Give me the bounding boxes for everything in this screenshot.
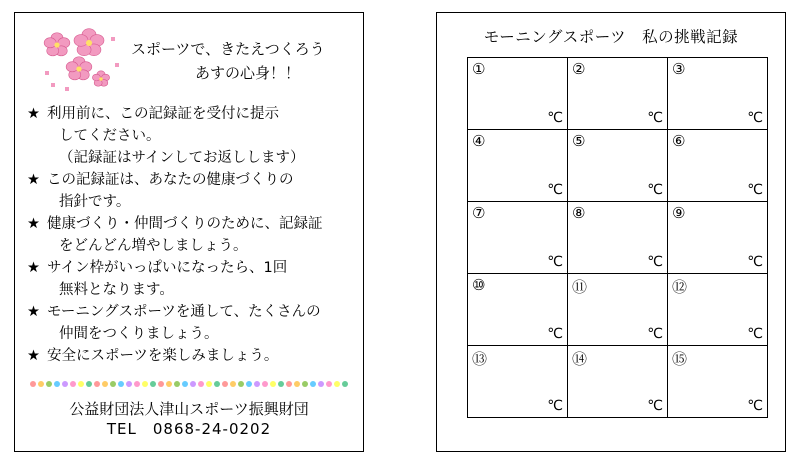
star-bullet-icon: ★: [27, 260, 40, 276]
cell-number: ⑪: [572, 278, 588, 296]
rule-text-line: 健康づくり・仲間づくりのために、記録証: [47, 216, 323, 232]
decorative-dot: [158, 381, 164, 387]
decorative-dot: [94, 381, 100, 387]
cell-number: ⑥: [672, 132, 686, 150]
decorative-dot: [318, 381, 324, 387]
decorative-dot: [150, 381, 156, 387]
cell-number: ④: [472, 132, 486, 150]
cell-number: ①: [472, 60, 486, 78]
decorative-dot-border: [29, 373, 353, 385]
rule-item: [27, 103, 357, 169]
cell-number: ⑩: [472, 276, 486, 294]
decorative-dot: [214, 381, 220, 387]
decorative-dot: [182, 381, 188, 387]
decorative-dot: [46, 381, 52, 387]
decorative-dot: [246, 381, 252, 387]
cell-number: ②: [572, 60, 586, 78]
decorative-dot: [206, 381, 212, 387]
record-cell[interactable]: [468, 346, 568, 418]
celsius-unit: ℃: [547, 398, 563, 414]
slogan-line-1: スポーツで、きたえつくろう: [131, 40, 325, 58]
record-cell[interactable]: [668, 130, 768, 202]
celsius-unit: ℃: [647, 182, 663, 198]
record-cell[interactable]: [568, 130, 668, 202]
decorative-dot: [278, 381, 284, 387]
rule-text-line: 無料となります。: [59, 282, 174, 298]
record-title: モーニングスポーツ 私の挑戦記録: [483, 28, 739, 46]
star-bullet-icon: ★: [27, 348, 40, 364]
decorative-dot: [326, 381, 332, 387]
decorative-dot: [126, 381, 132, 387]
celsius-unit: ℃: [547, 326, 563, 342]
cell-number: ⑬: [472, 350, 488, 368]
organization-info: [15, 399, 363, 439]
record-grid: [467, 57, 768, 418]
decorative-dot: [78, 381, 84, 387]
rule-text-line: 指針です。: [59, 194, 131, 210]
phone-number: TEL 0868-24-0202: [106, 420, 272, 438]
record-cell[interactable]: [468, 202, 568, 274]
rule-text-line: この記録証は、あなたの健康づくりの: [47, 172, 294, 188]
celsius-unit: ℃: [547, 110, 563, 126]
cherry-blossom-icon: [39, 27, 121, 93]
decorative-dot: [166, 381, 172, 387]
record-cell[interactable]: [668, 58, 768, 130]
record-cell[interactable]: [668, 346, 768, 418]
rule-text-line: してください。: [59, 128, 161, 144]
decorative-dot: [54, 381, 60, 387]
rules-list: [27, 103, 357, 367]
rule-item: [27, 257, 357, 301]
rule-item: [27, 169, 357, 213]
celsius-unit: ℃: [747, 326, 763, 342]
decorative-dot: [134, 381, 140, 387]
decorative-dot: [38, 381, 44, 387]
celsius-unit: ℃: [647, 254, 663, 270]
record-cell[interactable]: [668, 202, 768, 274]
decorative-dot: [230, 381, 236, 387]
rule-text-line: モーニングスポーツを通して、たくさんの: [47, 304, 321, 320]
rule-text-line: 安全にスポーツを楽しみましょう。: [47, 348, 279, 364]
decorative-dot: [294, 381, 300, 387]
star-bullet-icon: ★: [27, 304, 40, 320]
cell-number: ⑧: [572, 204, 586, 222]
decorative-dot: [102, 381, 108, 387]
decorative-dot: [222, 381, 228, 387]
record-cell[interactable]: [568, 202, 668, 274]
decorative-dot: [174, 381, 180, 387]
cell-number: ⑭: [572, 350, 588, 368]
record-cell[interactable]: [568, 274, 668, 346]
decorative-dot: [302, 381, 308, 387]
celsius-unit: ℃: [547, 254, 563, 270]
rule-item: [27, 301, 357, 345]
decorative-dot: [238, 381, 244, 387]
rule-item: [27, 213, 357, 257]
decorative-dot: [110, 381, 116, 387]
record-cell[interactable]: [568, 58, 668, 130]
decorative-dot: [270, 381, 276, 387]
decorative-dot: [254, 381, 260, 387]
decorative-dot: [30, 381, 36, 387]
record-cell[interactable]: [468, 58, 568, 130]
rule-text-line: 利用前に、この記録証を受付に提示: [47, 106, 279, 122]
cell-number: ⑤: [572, 132, 586, 150]
decorative-dot: [118, 381, 124, 387]
record-cell[interactable]: [668, 274, 768, 346]
celsius-unit: ℃: [747, 254, 763, 270]
decorative-dot: [198, 381, 204, 387]
celsius-unit: ℃: [747, 182, 763, 198]
decorative-dot: [62, 381, 68, 387]
decorative-dot: [262, 381, 268, 387]
celsius-unit: ℃: [647, 326, 663, 342]
organization-name: 公益財団法人津山スポーツ振興財団: [69, 400, 309, 418]
rule-text-line: サイン枠がいっぱいになったら、1回: [47, 260, 288, 276]
celsius-unit: ℃: [647, 398, 663, 414]
cell-number: ⑫: [672, 278, 688, 296]
info-card: [14, 12, 364, 452]
star-bullet-icon: ★: [27, 216, 40, 232]
cell-number: ⑨: [672, 204, 686, 222]
record-cell[interactable]: [468, 130, 568, 202]
decorative-dot: [142, 381, 148, 387]
decorative-dot: [86, 381, 92, 387]
celsius-unit: ℃: [647, 110, 663, 126]
rule-text-line: をどんどん増やしましょう。: [59, 238, 248, 254]
decorative-dot: [310, 381, 316, 387]
record-cell[interactable]: [568, 346, 668, 418]
record-card: [436, 12, 786, 452]
decorative-dot: [70, 381, 76, 387]
rule-text-line: （記録証はサインしてお返しします）: [59, 150, 305, 166]
rule-item: [27, 345, 357, 367]
celsius-unit: ℃: [547, 182, 563, 198]
decorative-dot: [342, 381, 348, 387]
slogan-line-2: あすの心身！！: [195, 64, 301, 82]
celsius-unit: ℃: [747, 398, 763, 414]
decorative-dot: [190, 381, 196, 387]
rule-text-line: 仲間をつくりましょう。: [59, 326, 219, 342]
cell-number: ⑮: [672, 350, 688, 368]
celsius-unit: ℃: [747, 110, 763, 126]
star-bullet-icon: ★: [27, 106, 40, 122]
star-bullet-icon: ★: [27, 172, 40, 188]
cell-number: ③: [672, 60, 686, 78]
slogan: [125, 37, 357, 85]
record-cell[interactable]: [468, 274, 568, 346]
cell-number: ⑦: [472, 204, 486, 222]
decorative-dot: [334, 381, 340, 387]
decorative-dot: [286, 381, 292, 387]
